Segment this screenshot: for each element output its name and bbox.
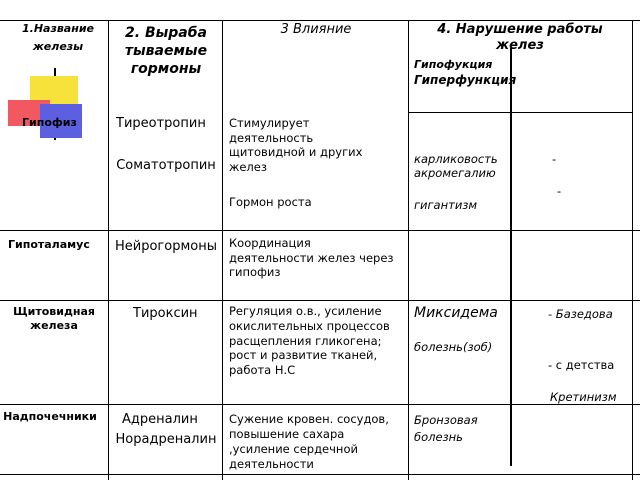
effect-thyroid: Регуляция о.в., усиление окислительных процессов расщепления гликогена; рост и развитие тканей, работа Н.С bbox=[229, 304, 390, 378]
row-divider-2 bbox=[0, 300, 640, 301]
disorder-cretinism: Кретинизм bbox=[550, 390, 617, 404]
hormone-thyroxine: Тироксин bbox=[133, 306, 198, 321]
disorder-acromegaly: акромегалию bbox=[414, 166, 496, 180]
header-col4-title: 4. Нарушение работы желез bbox=[437, 22, 603, 53]
gland-hypophysis: Гипофиз bbox=[22, 116, 77, 129]
effect-thyrotropin: Стимулирует деятельность щитовидной и других желез bbox=[229, 116, 363, 174]
effect-hypothalamus: Координация деятельности желез через гипофиз bbox=[229, 236, 394, 279]
disorder-gigantism: гигантизм bbox=[414, 198, 478, 212]
header-col2: 2. Выраба тываемые гормоны bbox=[124, 25, 208, 77]
disorder-goiter: болезнь(зоб) bbox=[414, 340, 493, 354]
table-border-top bbox=[0, 20, 640, 21]
disorder-dwarfism: карликовость bbox=[414, 152, 498, 166]
col-divider-3 bbox=[408, 20, 409, 480]
header-col1-line1: 1.Название bbox=[21, 22, 94, 35]
hormone-somatotropin: Соматотропин bbox=[116, 158, 216, 173]
gland-thyroid: Щитовидная железа bbox=[13, 305, 95, 332]
header-col4-sub1: Гипофукция bbox=[414, 58, 493, 71]
header-col4-sub2: Гиперфункция bbox=[414, 73, 517, 87]
disorder-graves: - Базедова bbox=[548, 307, 613, 321]
header-col3: 3 Влияние bbox=[280, 22, 352, 37]
disorder-dash-1: - bbox=[552, 152, 557, 166]
row-divider-3 bbox=[0, 404, 640, 405]
table-border-right bbox=[632, 20, 633, 480]
hormone-thyrotropin: Тиреотропин bbox=[116, 116, 206, 131]
disorder-myxedema: Миксидема bbox=[414, 305, 498, 321]
disorder-bronze: Бронзовая болезнь bbox=[414, 413, 478, 444]
col-divider-1 bbox=[108, 20, 109, 480]
hormone-noradrenaline: Норадреналин bbox=[115, 432, 217, 447]
gland-adrenal: Надпочечники bbox=[3, 410, 97, 423]
header-col1-line2: железы bbox=[32, 40, 84, 53]
hormone-adrenaline: Адреналин bbox=[122, 412, 198, 427]
gland-hypothalamus: Гипоталамус bbox=[8, 238, 90, 251]
hormone-neurohormones: Нейрогормоны bbox=[115, 239, 217, 254]
disorder-dash-2: - bbox=[557, 184, 562, 198]
overlay-vertical-line-right bbox=[510, 48, 512, 466]
effect-somatotropin: Гормон роста bbox=[229, 195, 312, 209]
disorder-childhood: - с детства bbox=[548, 358, 615, 372]
row-divider-4 bbox=[0, 474, 640, 475]
header-divider-col4 bbox=[408, 112, 633, 113]
effect-adrenal: Сужение кровен. сосудов, повышение сахара ,усиление сердечной деятельности bbox=[229, 412, 389, 471]
row-divider-1 bbox=[0, 230, 640, 231]
col-divider-2 bbox=[222, 20, 223, 480]
